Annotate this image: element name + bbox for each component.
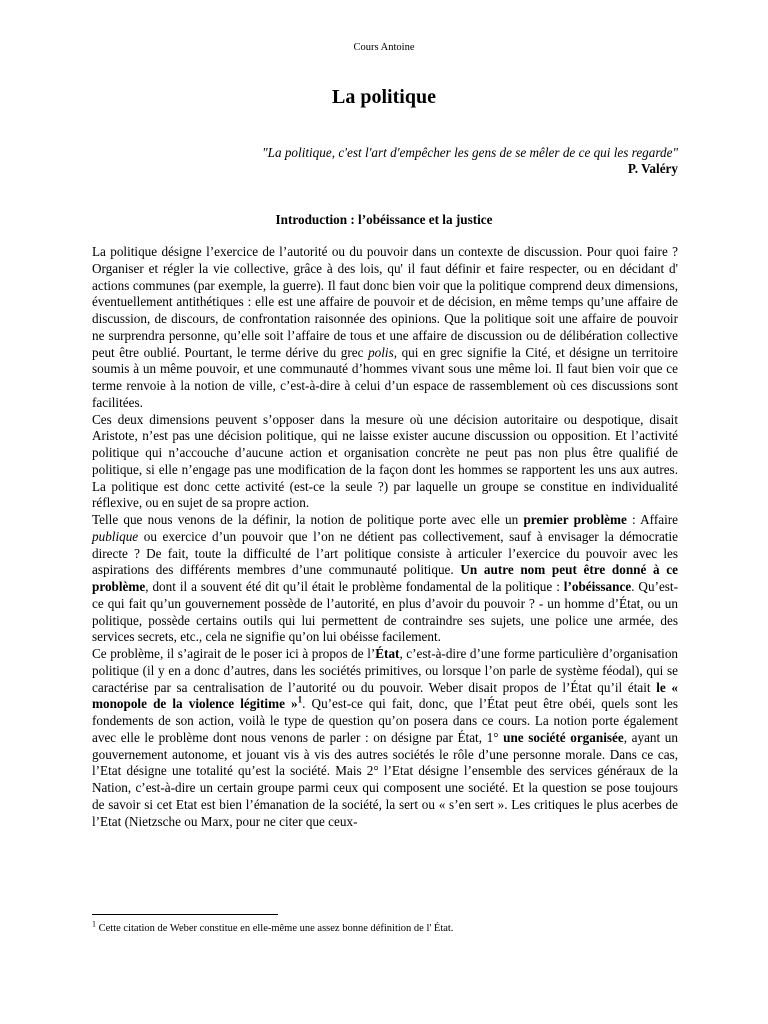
body-text [92, 244, 678, 830]
bold-text: premier problème [523, 512, 627, 527]
text-run: , qui en grec signifie la Cité, et désigne un territoire soumis à un même pouvoir, et une communauté d’hommes vivant sous une même loi. Il faut bien voir que ce terme renvoie à la notion de ville, c’est-à-dire à celui d’un espace de rassemblement où ces discussions sont facilitées. [92, 344, 678, 410]
text-run: ou exercice d’un pouvoir que l’on ne détient pas collectivement, sauf à envisager la démocratie directe ? De fait, toute la difficulté de l’art politique consiste à articuler l’exercice du pouvoir avec les aspirations des différents membres d’une communauté politique. [92, 528, 678, 578]
bold-text: État [375, 646, 400, 661]
paragraph [92, 412, 678, 513]
footnote [92, 919, 678, 935]
text-run: Telle que nous venons de la définir, la notion de politique porte avec elle un [92, 512, 524, 527]
text-run: . Qu’est-ce qui fait qu’un gouvernement possède de l’autorité, en plus d’avoir du pouvoir ? - un homme d’État, ou un politique, possède certains outils qui lui permettent de contraindre ses sujets, une police une armée, des services secrets, etc., cela ne signifie qu’on lui obéisse facilement. [92, 579, 678, 645]
text-run: Ce problème, il s’agirait de le poser ici à propos de l’ [92, 646, 376, 661]
footnote-text: Cette citation de Weber constitue en elle-même une assez bonne définition de l' État. [96, 923, 454, 934]
epigraph-author: P. Valéry [627, 161, 678, 176]
text-run: : Affaire [626, 512, 678, 527]
text-run: La politique désigne l’exercice de l’autorité ou du pouvoir dans un contexte de discussion. Pour quoi faire ? Organiser et régler la vie collective, grâce à des lois, qu' il faut définir et faire respecter, ou en décidant d' actions communes (par exemple, la guerre). Il faut donc bien voir que la politique comprend deux dimensions, éventuellement antithétiques : elle est une affaire de pouvoir et de décision, en même temps qu’une affaire de discussion, de discours, de confrontation raisonnée des opinions. Que la politique soit une affaire de pouvoir ne surprendra personne, qu’elle soit l’affaire de tous et une affaire de discussion ou de délibération collective peut être oublié. Pourtant, le terme dérive du grec [92, 244, 678, 360]
footnote-reference: 1 [297, 694, 303, 705]
paragraph [92, 512, 678, 646]
text-run: . Qu’est-ce qui fait, donc, que l’État peut être obéi, quels sont les fondements de son action, voilà le type de question qu’on posera dans ce cours. La notion porte également avec elle le problème dont nous venons de parler : on désigne par État, 1° [92, 696, 678, 745]
text-run: , ayant un gouvernement autonome, et jouant vis à vis des autres sociétés le rôle d’une personne morale. Dans ce cas, l’Etat désigne une totalité qu’est la société. Mais 2° l’Etat désigne l’ensemble des services généraux de la Nation, c’est-à-dire un certain groupe parmi ceux qui composent une société. Et la question se pose toujours de savoir si cet Etat est bien l’émanation de la société, la sert ou « s’en sert ». Les critiques le plus acerbes de l’Etat (Nietzsche ou Marx, pour ne citer que ceux- [92, 729, 678, 829]
text-run: , c’est-à-dire d’une forme particulière d’organisation politique (il y en a donc d’autres, dans les sociétés primitives, ou lorsque l’on parle de système féodal), qui se caractérise par sa centralisation de l’autorité ou du pouvoir. Weber disait propos de l’État qu’il était [92, 646, 679, 695]
running-header: Cours Antoine [353, 42, 415, 53]
footnote-marker: 1 [92, 919, 96, 929]
italic-text: polis [368, 344, 394, 360]
paragraph [92, 244, 678, 412]
footnote-separator [92, 914, 278, 915]
epigraph-quote: "La politique, c'est l'art d'empêcher les gens de se mêler de ce qui les regarde" [262, 145, 678, 160]
bold-text: une société organisée [503, 729, 624, 745]
page-title: La politique [332, 86, 436, 108]
bold-text: le « monopole de la violence légitime » [92, 679, 678, 712]
section-heading: Introduction : l’obéissance et la justice [275, 212, 493, 227]
paragraph [92, 646, 678, 830]
bold-text: l’obéissance [563, 579, 632, 594]
epigraph [92, 145, 678, 177]
text-run: Ces deux dimensions peuvent s’opposer dans la mesure où une décision autoritaire ou despotique, disait Aristote, n’est pas une décision politique, qui ne laisse exister aucune discussion ou opposition. Et l’activité politique qui n’accouche d’aucune action et organisation concrète ne peut pas non plus être qualifié de politique, si elle n’engage pas une modification de la façon dont les hommes se rapportent les uns aux autres. La politique est donc cette activité (est-ce la seule ?) par laquelle un groupe se constitue en individualité réflexive, ou en sujet de sa propre action. [92, 411, 678, 511]
bold-text: Un autre nom peut être donné à ce problème [92, 562, 678, 594]
text-run: , dont il a souvent été dit qu’il était le problème fondamental de la politique : [145, 579, 564, 594]
italic-text: publique [92, 528, 139, 544]
